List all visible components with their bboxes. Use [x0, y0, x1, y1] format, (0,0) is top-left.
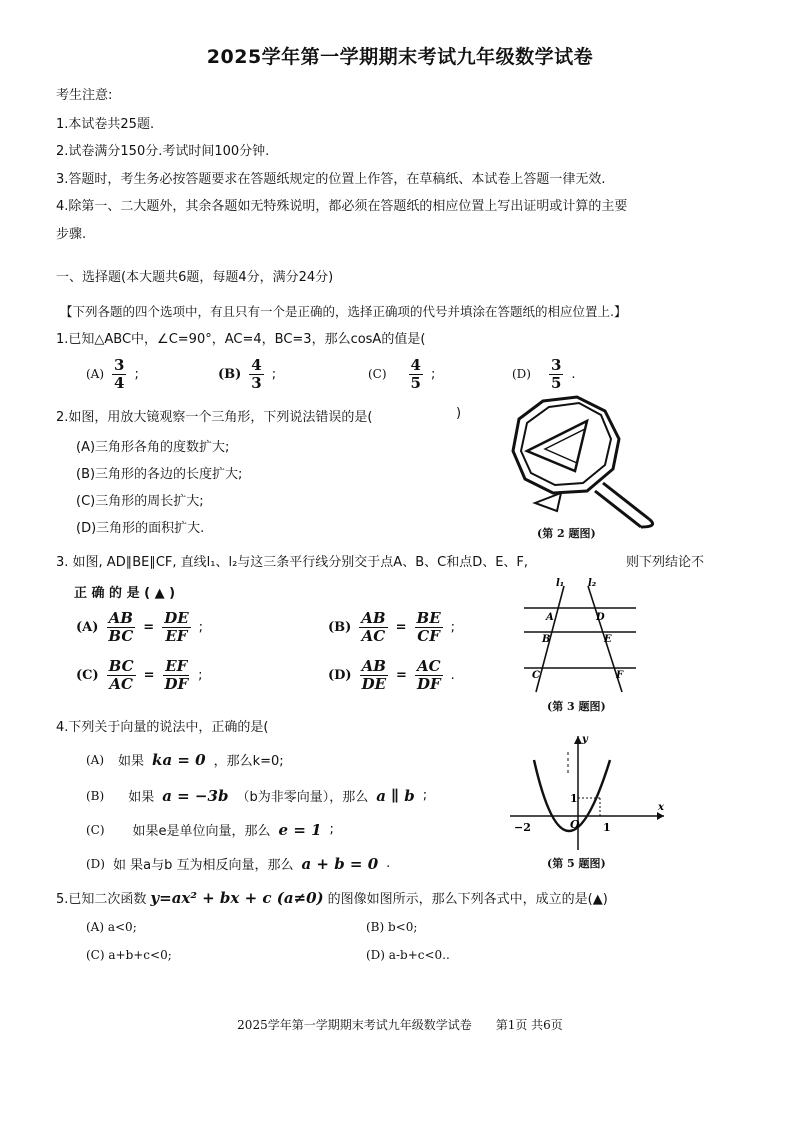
q1-option-a[interactable]: (A) $\frac{3}{4}$ ;	[86, 356, 139, 392]
label-one-y: 1	[570, 792, 578, 805]
q1-stem: 1.已知△ABC中，∠C=90°，AC=4，BC=3，那么cosA的值是(	[56, 332, 426, 347]
label-F: F	[616, 670, 624, 681]
label-l2: l₂	[588, 578, 597, 589]
label-neg2: −2	[514, 821, 531, 834]
q3-stem-a: 3. 如图, AD∥BE∥CF, 直线l₁、l₂与这三条平行线分别交于点A、B、C和点D、E、F,	[56, 555, 529, 570]
q3-option-a[interactable]: (A) $\frac{AB}{BC}$ = $\frac{DE}{EF}$ ;	[76, 609, 204, 645]
q2-caption: (第 2 题图)	[537, 527, 596, 540]
q3-stem-b: 则下列结论不	[626, 555, 705, 570]
q5-option-b[interactable]: (B) b<0;	[366, 920, 418, 934]
q4-option-a[interactable]: (A) 如果 ka = 0 ，那么k=0;	[86, 750, 284, 769]
q4-option-c[interactable]: (C) 如果e是单位向量，那么 e = 1 ;	[86, 820, 334, 839]
q5-parabola-figure	[508, 732, 668, 854]
notice-heading: 考生注意:	[56, 88, 113, 103]
label-D: D	[596, 612, 605, 623]
page-footer: 2025学年第一学期期末考试九年级数学试卷 第1页 共6页	[237, 1018, 563, 1032]
notice-item-3: 3.答题时，考生务必按答题要求在答题纸规定的位置上作答，在草稿纸、本试卷上答题一律无效.	[56, 172, 606, 187]
q3-parallel-lines-figure	[518, 576, 640, 694]
label-x: x	[658, 802, 664, 813]
q1-option-b[interactable]: (B) $\frac{4}{3}$ ;	[218, 356, 277, 392]
q1-option-d[interactable]: (D) $\frac{3}{5}$ .	[512, 356, 576, 392]
section-instruction: 【下列各题的四个选项中，有且只有一个是正确的，选择正确项的代号并填涂在答题纸的相应位置上.】	[60, 304, 627, 319]
q2-magnifier-figure	[505, 395, 665, 535]
q4-stem: 4.下列关于向量的说法中，正确的是(	[56, 720, 269, 735]
q5-stem: 5.已知二次函数 y=ax² + bx + c (a≠0) 的图像如图所示，那么下列各式中，成立的是(▲)	[56, 888, 608, 907]
q3-caption: (第 3 题图)	[547, 700, 606, 713]
label-E: E	[604, 634, 612, 645]
q2-option-a[interactable]: (A)三角形各角的度数扩大;	[76, 440, 230, 455]
q5-option-c[interactable]: (C) a+b+c<0;	[86, 948, 172, 962]
q3-option-d[interactable]: (D) $\frac{AB}{DE}$ = $\frac{AC}{DF}$ .	[328, 657, 455, 693]
notice-item-1: 1.本试卷共25题.	[56, 117, 155, 132]
q5-option-a[interactable]: (A) a<0;	[86, 920, 137, 934]
q2-stem: 2.如图，用放大镜观察一个三角形，下列说法错误的是(	[56, 410, 373, 425]
label-one-x: 1	[603, 821, 611, 834]
q2-option-b[interactable]: (B)三角形的各边的长度扩大;	[76, 467, 243, 482]
q5-caption: (第 5 题图)	[547, 857, 606, 870]
label-A: A	[546, 612, 554, 623]
notice-item-2: 2.试卷满分150分.考试时间100分钟.	[56, 144, 270, 159]
label-C: C	[532, 670, 540, 681]
q3-stem-c: 正 确 的 是 ( ▲ )	[74, 586, 176, 601]
q5-option-d[interactable]: (D) a-b+c<0..	[366, 948, 450, 962]
q2-option-d[interactable]: (D)三角形的面积扩大.	[76, 521, 205, 536]
q1-option-c[interactable]: (C) $\frac{4}{5}$ ;	[368, 356, 436, 392]
label-B: B	[542, 634, 551, 645]
section-heading: 一、选择题(本大题共6题，每题4分，满分24分)	[56, 270, 334, 285]
notice-item-4: 4.除第一、二大题外，其余各题如无特殊说明，都必须在答题纸的相应位置上写出证明或计算的主要	[56, 199, 628, 214]
notice-item-4-cont: 步骤.	[56, 227, 87, 242]
q4-option-d[interactable]: (D) 如 果a与b 互为相反向量，那么 a + b = 0 .	[86, 854, 391, 873]
label-origin: O	[570, 818, 580, 831]
q3-option-b[interactable]: (B) $\frac{AB}{AC}$ = $\frac{BE}{CF}$ ;	[328, 609, 456, 645]
q2-blank-close: )	[456, 406, 462, 421]
q4-option-b[interactable]: (B) 如果 a = −3b （b为非零向量），那么 a ∥ b ;	[86, 786, 428, 805]
label-l1: l₁	[556, 578, 565, 589]
q2-option-c[interactable]: (C)三角形的周长扩大;	[76, 494, 204, 509]
q3-option-c[interactable]: (C) $\frac{BC}{AC}$ = $\frac{EF}{DF}$ ;	[76, 657, 203, 693]
label-y: y	[582, 734, 588, 745]
page-title: 2025学年第一学期期末考试九年级数学试卷	[206, 46, 594, 68]
